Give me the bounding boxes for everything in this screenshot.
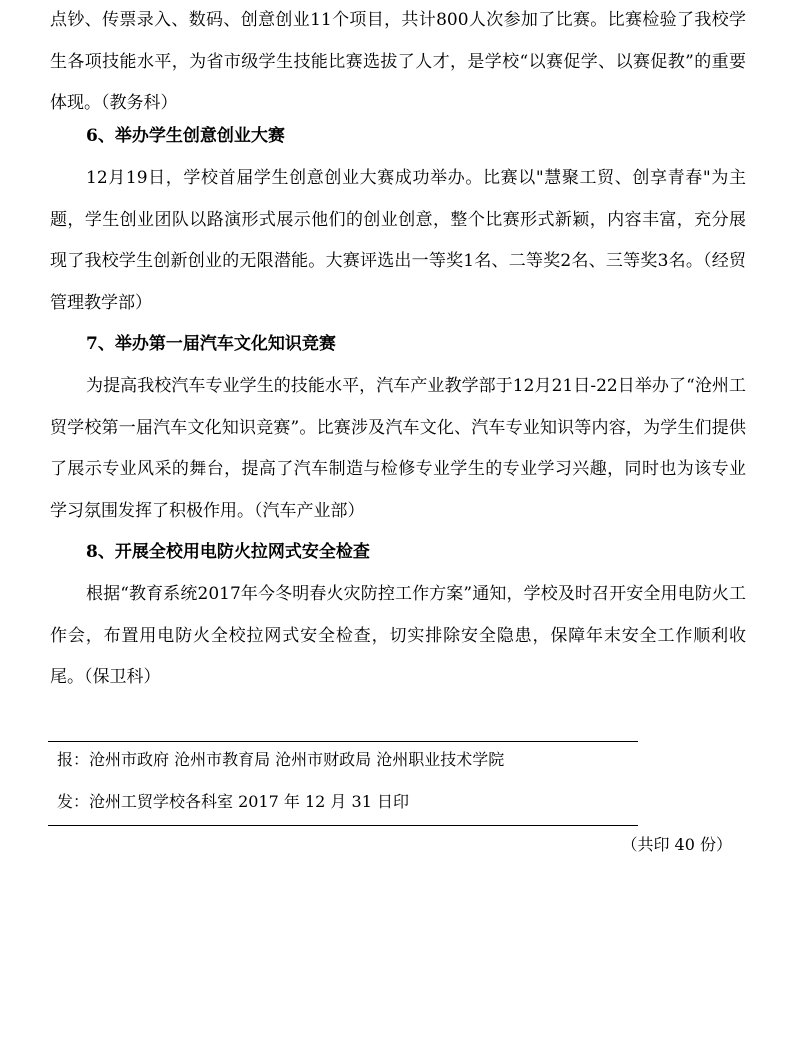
section-8-heading: 8、开展全校用电防火拉网式安全检查 [86,542,370,562]
section-8-paragraph: 根据“教育系统2017年今冬明春火灾防控工作方案”通知，学校及时召开安全用电防火工作会，布置用电防火全校拉网式安全检查，切实排除安全隐患，保障年末安全工作顺利收尾。（保卫科） [50,584,746,687]
footer-top-rule [48,741,638,742]
section-7-paragraph: 为提高我校汽车专业学生的技能水平，汽车产业教学部于12月21日-22日举办了“沧州工贸学校第一届汽车文化知识竞赛”。比赛涉及汽车文化、汽车专业知识等内容，为学生们提供了展示专业风采的舞台，提高了汽车制造与检修专业学生的专业学习兴趣，同时也为该专业学习氛围发挥了积极作用。（汽车产业部） [50,376,746,521]
intro-paragraph: 点钞、传票录入、数码、创意创业11个项目，共计800人次参加了比赛。比赛检验了我校学生各项技能水平，为省市级学生技能比赛选拔了人才，是学校“以赛促学、以赛促教”的重要体现。（教务科） [50,10,746,113]
report-to-line: 报：沧州市政府 沧州市教育局 沧州市财政局 沧州职业技术学院 [57,750,505,769]
section-6-paragraph: 12月19日，学校首届学生创意创业大赛成功举办。比赛以"慧聚工贸、创享青春"为主题，学生创业团队以路演形式展示他们的创业创意，整个比赛形式新颖，内容丰富，充分展现了我校学生创新创业的无限潜能。大赛评选出一等奖1名、二等奖2名、三等奖3名。（经贸管理教学部） [50,168,746,313]
section-6-heading: 6、举办学生创意创业大赛 [86,126,285,146]
copies-count: （共印 40 份） [621,835,732,854]
issued-by-line: 发：沧州工贸学校各科室 2017 年 12 月 31 日印 [57,792,409,811]
footer-bottom-rule [48,825,638,826]
section-7-heading: 7、举办第一届汽车文化知识竞赛 [86,334,336,354]
